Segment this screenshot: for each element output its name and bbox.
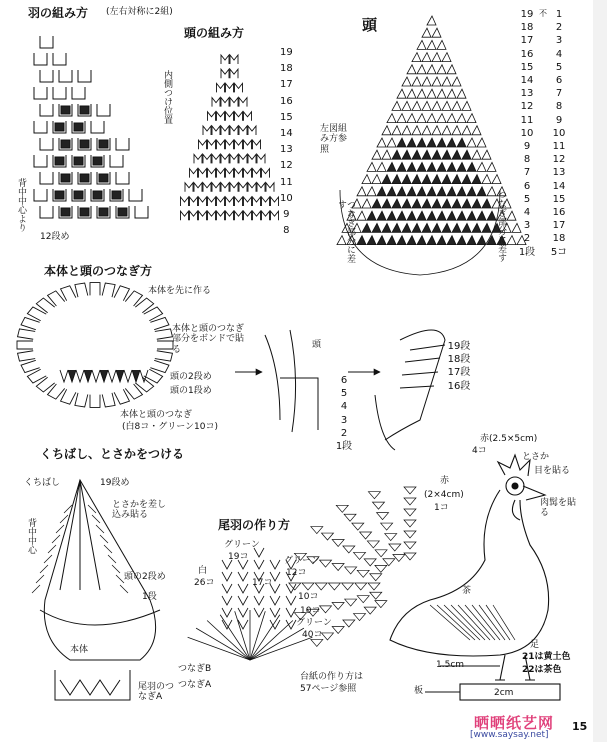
tail-joint-b: つなぎB <box>178 664 212 674</box>
rooster-tea: 茶 <box>462 586 472 596</box>
tail-ref: 台紙の作り方は <box>300 672 364 682</box>
rooster-eye: 目を貼る <box>534 466 571 476</box>
head-title: 頭 <box>362 16 378 34</box>
connect-head-label: 頭 <box>312 340 322 350</box>
tail-count-2: 26コ <box>194 578 215 588</box>
tail-green-1: グリーン <box>224 540 260 550</box>
connect-steps: 6 5 4 3 2 1段 <box>335 375 353 453</box>
beak-position-note: 内側つけ位置 <box>162 70 172 124</box>
connect-row-1: 頭の1段め <box>170 386 212 396</box>
head-count-column: 1 2 3 4 5 6 7 8 9 10 11 12 13 14 15 16 17 18 5コ <box>550 9 568 258</box>
rooster-leg-21: 21は黄土色 <box>522 652 571 662</box>
tail-count-6: 10コ <box>300 606 321 616</box>
watermark-url: [www.saysay.net] <box>470 730 549 740</box>
rooster-wattle: 肉髯を貼る <box>540 498 577 519</box>
rooster-width-2: 2cm <box>494 688 514 698</box>
beak-row-19: 19段め <box>100 478 130 488</box>
rooster-leg-22: 22は茶色 <box>522 665 562 675</box>
wing-title: 羽の組み方 <box>28 6 89 20</box>
tail-count-1: 19コ <box>228 552 249 562</box>
beak-body: 本体 <box>70 645 89 655</box>
tail-count-5: 10コ <box>298 592 319 602</box>
head-side-note-right: つなぎ部分に差す <box>496 190 506 262</box>
rooster-red-1: 赤(2.5×5cm) <box>480 434 538 444</box>
rooster-red-2: 赤 <box>440 476 450 486</box>
wing-rows-label: 12段め <box>40 232 70 242</box>
wing-center-label: 背中中心より <box>16 178 26 232</box>
tail-count-7: 40コ <box>302 630 323 640</box>
tail-ref-2: 57ページ参照 <box>300 684 357 694</box>
rooster-red-2-count: 1コ <box>434 503 449 513</box>
head-side-note-left: つなぎ部分に差す <box>336 200 355 263</box>
tail-green-3: グリーン <box>296 618 332 628</box>
wing-note: (左右対称に2組) <box>106 7 173 17</box>
head-assembly-title: 頭の組み方 <box>184 26 245 40</box>
head-left-note: 左図組み方参照 <box>320 124 348 155</box>
tail-count-3: 12コ <box>286 568 307 578</box>
rooster-board: 板 <box>414 686 424 696</box>
head-rows-column: 19 18 17 16 15 14 13 12 11 10 9 8 7 6 5 4 3 2 1段 <box>518 9 536 258</box>
beak-joint: 尾羽のつなぎA <box>138 682 175 703</box>
rooster-comb: とさか <box>522 452 550 462</box>
rooster-legs: 足 <box>530 640 540 650</box>
connect-steps-2: 19段 18段 17段 16段 <box>447 341 471 392</box>
page-number: 15 <box>572 720 588 733</box>
rooster-red-1-count: 4コ <box>472 446 487 456</box>
tail-title: 尾羽の作り方 <box>218 518 291 532</box>
head-assembly-row-numbers: 19 18 17 16 15 14 13 12 11 10 9 8 <box>280 47 293 237</box>
tail-joint-a: つなぎA <box>178 680 212 690</box>
rooster-width-1: 1.5cm <box>436 660 465 670</box>
connect-bottom-note: 本体と頭のつなぎ <box>120 410 193 420</box>
tail-count-4: 17コ <box>252 578 273 588</box>
watermark-logo: 晒晒纸艺网 <box>474 714 555 732</box>
beak-label: くちばし <box>24 478 61 488</box>
beak-title: くちばし、とさかをつける <box>40 447 185 461</box>
beak-row-1: 1段 <box>142 592 157 602</box>
connect-note-2: 本体と頭のつなぎ部分をボンドで貼る <box>172 324 245 355</box>
rooster-red-2-size: (2×4cm) <box>424 490 464 500</box>
connect-title: 本体と頭のつなぎ方 <box>44 264 153 278</box>
beak-center: 背中中心 <box>26 518 36 554</box>
beak-comb-note: とさかを差し込み貼る <box>112 500 167 521</box>
beak-row-2: 頭の2段め <box>124 572 166 582</box>
tail-white: 白 <box>198 566 208 576</box>
connect-note-1: 本体を先に作る <box>148 286 212 296</box>
connect-row-2: 頭の2段め <box>170 372 212 382</box>
head-count-head: 不 <box>539 9 547 18</box>
connect-bottom-note-2: (白8コ・グリーン10コ) <box>122 422 219 432</box>
tail-green-2: グリーン <box>284 556 320 566</box>
